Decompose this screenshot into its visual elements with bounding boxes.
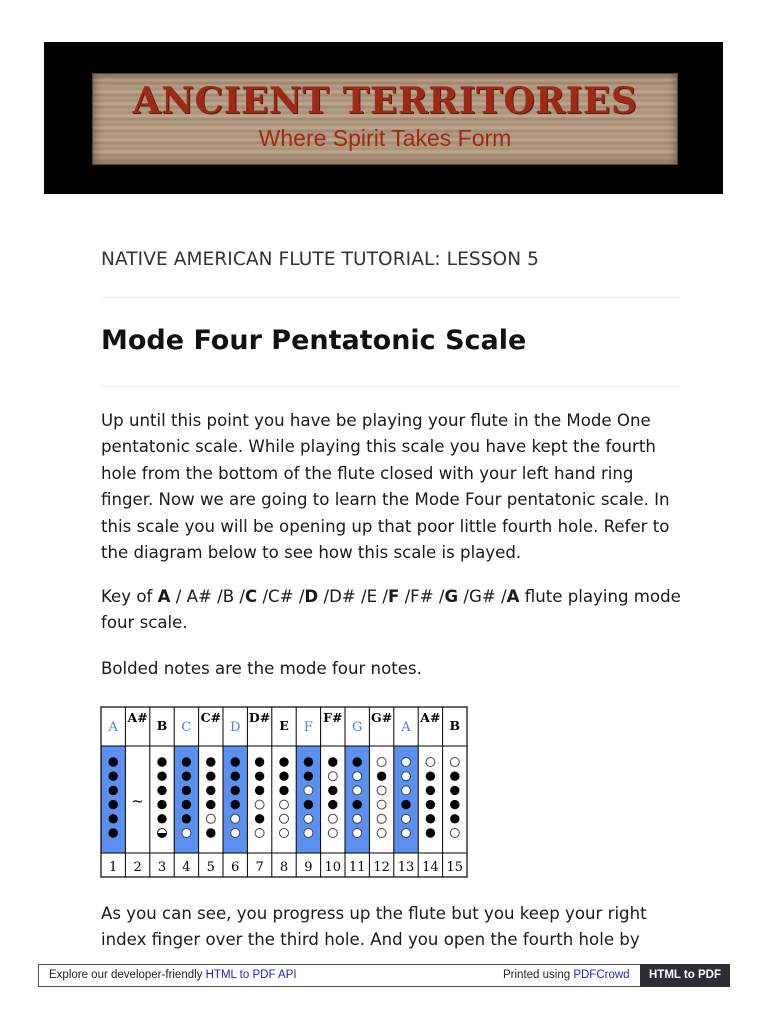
closed-hole	[231, 786, 240, 795]
wood-sign-logo	[92, 73, 678, 165]
closed-hole	[279, 772, 288, 781]
note-label: A#	[420, 710, 441, 725]
position-number: 3	[157, 860, 167, 875]
closed-hole	[328, 800, 337, 809]
open-hole	[402, 786, 411, 795]
position-number: 4	[182, 860, 191, 875]
fingering-chart	[100, 706, 470, 878]
closed-hole	[279, 757, 288, 766]
page-title: Mode Four Pentatonic Scale	[101, 325, 527, 356]
bold-note: D	[304, 587, 319, 606]
position-number: 6	[231, 860, 240, 875]
position-number: 12	[373, 860, 390, 875]
closed-hole	[353, 800, 362, 809]
continuation-paragraph: As you can see, you progress up the flute but you keep your right index finger over the third hole. And you open the fourth hole by	[101, 904, 647, 950]
pdfcrowd-link[interactable]: PDFCrowd	[573, 969, 630, 981]
closed-hole	[304, 772, 313, 781]
closed-hole	[109, 828, 118, 837]
note-label: A#	[127, 710, 148, 725]
pdf-footer-bar	[38, 964, 730, 987]
tilde-mark: ~	[131, 792, 144, 810]
open-hole	[402, 772, 411, 781]
open-hole	[328, 772, 337, 781]
closed-hole	[182, 757, 191, 766]
banner-subtitle: Where Spirit Takes Form	[258, 125, 512, 151]
lesson-kicker: NATIVE AMERICAN FLUTE TUTORIAL: LESSON 5	[101, 249, 540, 270]
bold-note: C	[245, 587, 258, 606]
open-hole	[377, 758, 386, 767]
closed-hole	[206, 828, 215, 837]
position-number: 13	[397, 860, 415, 875]
note-label: C	[181, 720, 192, 735]
position-number: 9	[304, 860, 313, 875]
api-link[interactable]: HTML to PDF API	[205, 969, 297, 981]
banner-title: ANCIENT TERRITORIES	[132, 80, 638, 122]
closed-hole	[157, 757, 166, 766]
open-hole	[377, 814, 386, 823]
closed-hole	[377, 772, 386, 781]
footer-printed: Printed using PDFCrowd	[503, 969, 630, 981]
key-text: /F# /	[399, 587, 445, 606]
open-hole	[450, 829, 459, 838]
closed-hole	[182, 786, 191, 795]
open-hole	[377, 800, 386, 809]
closed-hole	[255, 786, 264, 795]
closed-hole	[353, 757, 362, 766]
closed-hole	[255, 772, 264, 781]
closed-hole	[206, 757, 215, 766]
intro-paragraph: Up until this point you have be playing your flute in the Mode One pentatonic scale. While playing this scale you have kept the fourth hole from the bottom of the flute closed with your left hand ring finger. Now we are going to learn the Mode Four pentatonic scale. In this scale you will be opening up that poor little fourth hole. Refer to the diagram below to see how this scale is played.	[101, 411, 670, 563]
open-hole	[353, 814, 362, 823]
closed-hole	[206, 772, 215, 781]
closed-hole	[182, 772, 191, 781]
open-hole	[280, 800, 289, 809]
closed-hole	[206, 800, 215, 809]
closed-hole	[109, 772, 118, 781]
closed-hole	[182, 814, 191, 823]
note-label: D#	[248, 710, 271, 725]
closed-hole	[304, 800, 313, 809]
position-number: 14	[422, 860, 439, 875]
divider	[101, 297, 681, 298]
open-hole	[206, 814, 215, 823]
open-hole	[304, 829, 313, 838]
closed-hole	[426, 828, 435, 837]
open-hole	[304, 786, 313, 795]
position-number: 8	[279, 860, 289, 875]
closed-hole	[157, 814, 166, 823]
position-number: 11	[348, 860, 366, 875]
footer-explore: Explore our developer-friendly HTML to PDF API	[49, 969, 297, 981]
open-hole	[353, 829, 362, 838]
position-number: 5	[206, 860, 215, 875]
key-text: /G# /	[458, 587, 507, 606]
note-label: B	[449, 718, 461, 733]
closed-hole	[450, 772, 459, 781]
note-label: E	[279, 718, 289, 733]
closed-hole	[109, 814, 118, 823]
closed-hole	[426, 786, 435, 795]
open-hole	[255, 800, 264, 809]
key-text: flute playing mode four scale.	[101, 587, 681, 633]
position-number: 2	[133, 860, 142, 875]
bold-note: F	[387, 587, 400, 606]
closed-hole	[450, 786, 459, 795]
open-hole	[255, 829, 264, 838]
note-label: A	[108, 720, 118, 735]
closed-hole	[109, 800, 118, 809]
bolded-note-paragraph: Bolded notes are the mode four notes.	[101, 659, 422, 678]
open-hole	[328, 814, 337, 823]
note-label: D	[229, 720, 241, 735]
open-hole	[426, 758, 435, 767]
note-label: F	[303, 720, 313, 735]
closed-hole	[157, 800, 166, 809]
closed-hole	[328, 786, 337, 795]
closed-hole	[231, 772, 240, 781]
position-number: 10	[324, 860, 342, 875]
key-text: /C# /	[257, 587, 305, 606]
open-hole	[450, 758, 459, 767]
divider	[101, 386, 681, 387]
closed-hole	[426, 814, 435, 823]
note-label: B	[156, 718, 168, 733]
closed-hole	[426, 772, 435, 781]
closed-hole	[304, 757, 313, 766]
closed-hole	[109, 786, 118, 795]
closed-hole	[450, 814, 459, 823]
key-text: Key of	[101, 587, 158, 606]
closed-hole	[109, 757, 118, 766]
closed-hole	[279, 786, 288, 795]
open-hole	[353, 772, 362, 781]
open-hole	[402, 829, 411, 838]
position-number: 15	[446, 860, 464, 875]
position-number: 7	[255, 860, 264, 875]
closed-hole	[255, 757, 264, 766]
closed-hole	[401, 800, 410, 809]
key-text: /D# /E /	[318, 587, 388, 606]
note-label: F#	[323, 710, 343, 725]
closed-hole	[231, 800, 240, 809]
note-label: G	[352, 720, 363, 735]
key-text: / A# /B /	[170, 587, 245, 606]
bold-note: G	[444, 587, 459, 606]
bold-note: A	[157, 587, 171, 606]
open-hole	[182, 829, 191, 838]
open-hole	[231, 829, 240, 838]
open-hole	[402, 758, 411, 767]
closed-hole	[157, 772, 166, 781]
open-hole	[280, 829, 289, 838]
open-hole	[280, 814, 289, 823]
closed-hole	[157, 786, 166, 795]
header-banner	[44, 42, 723, 194]
html-to-pdf-button[interactable]: HTML to PDF	[640, 964, 730, 987]
note-label: A	[401, 720, 411, 735]
closed-hole	[255, 814, 264, 823]
open-hole	[377, 786, 386, 795]
closed-hole	[328, 757, 337, 766]
open-hole	[304, 814, 313, 823]
closed-hole	[206, 786, 215, 795]
key-of-paragraph	[101, 584, 686, 637]
position-number: 1	[109, 860, 118, 875]
open-hole	[402, 814, 411, 823]
bold-note: A	[506, 587, 520, 606]
closed-hole	[231, 757, 240, 766]
note-label: C#	[200, 710, 222, 725]
open-hole	[377, 829, 386, 838]
closed-hole	[182, 800, 191, 809]
open-hole	[353, 786, 362, 795]
closed-hole	[450, 800, 459, 809]
note-label: G#	[371, 710, 393, 725]
closed-hole	[426, 800, 435, 809]
open-hole	[231, 814, 240, 823]
open-hole	[328, 829, 337, 838]
